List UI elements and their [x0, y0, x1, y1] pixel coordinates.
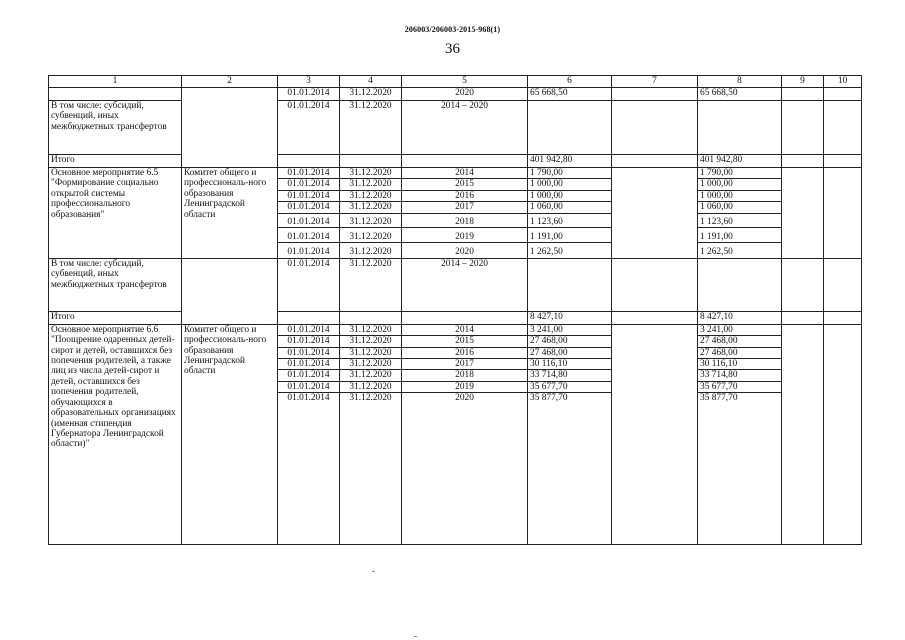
cell-line: 30 116,10: [528, 359, 611, 370]
table-row: [49, 101, 862, 155]
cell-line: 3 241,00: [528, 325, 611, 336]
cell-line: 31.12.2020: [340, 382, 401, 393]
cell: [340, 311, 402, 324]
cell: [824, 168, 862, 259]
cell: [782, 155, 824, 168]
cell: [698, 101, 782, 155]
cell: [782, 168, 824, 259]
table-header-row: [49, 76, 862, 88]
cell-line: 2016: [402, 348, 527, 359]
budget-table: [48, 75, 862, 545]
cell: [612, 258, 698, 311]
executor: Комитет общего и профессиональ-ного образования Ленинградской области: [182, 168, 278, 259]
scan-speck: [372, 571, 375, 572]
cell: [49, 88, 182, 101]
col-header: 7: [612, 76, 698, 88]
cell-line: 1 000,00: [528, 191, 611, 202]
cell: 2020: [402, 88, 528, 101]
cell: [824, 324, 862, 544]
cell: 31.12.2020: [340, 101, 402, 155]
col-header: 1: [49, 76, 182, 88]
cell: [278, 155, 340, 168]
amounts: [528, 324, 612, 544]
cell: 2014 – 2020: [402, 101, 528, 155]
cell: 401 942,80: [528, 155, 612, 168]
years: [402, 168, 528, 259]
cell-label: В том числе: субсидий, субвенций, иных межбюджетных трансфертов: [49, 258, 182, 311]
cell-line: 01.01.2014: [278, 214, 339, 228]
cell-line: 1 060,00: [528, 202, 611, 213]
cell-line: 27 468,00: [528, 336, 611, 347]
cell: 31.12.2020: [340, 258, 402, 311]
cell: [824, 311, 862, 324]
cell: 8 427,10: [698, 311, 782, 324]
start-dates: [278, 168, 340, 259]
cell-line: 35 877,70: [530, 393, 568, 404]
cell-line: 27 468,00: [528, 348, 611, 359]
executor: Комитет общего и профессиональ-ного образования Ленинградской области: [182, 324, 278, 544]
cell: [182, 258, 278, 324]
cell: [612, 168, 698, 259]
cell-line: 35 677,70: [698, 382, 781, 393]
cell-line: 2018: [402, 214, 527, 228]
amounts: [698, 324, 782, 544]
cell: [824, 101, 862, 155]
cell: [782, 311, 824, 324]
cell-line: 31.12.2020: [340, 191, 401, 202]
cell-label: Итого: [49, 311, 182, 324]
cell: 2014 – 2020: [402, 258, 528, 311]
cell-line: 31.12.2020: [340, 168, 401, 179]
col-header: 6: [528, 76, 612, 88]
col-header: 2: [182, 76, 278, 88]
activity-title: Основное мероприятие 6.5 "Формирование социально открытой системы профессионального образования": [49, 168, 182, 259]
cell-line: 01.01.2014: [278, 202, 339, 213]
cell: 401 942,80: [698, 155, 782, 168]
cell-line: 01.01.2014: [278, 348, 339, 359]
cell-line: 1 123,60: [698, 214, 781, 228]
cell-line: 01.01.2014: [287, 247, 330, 258]
cell-line: 2015: [402, 179, 527, 190]
cell-line: 31.12.2020: [340, 179, 401, 190]
table-row: [49, 155, 862, 168]
cell-line: 2019: [402, 228, 527, 243]
cell-line: 1 000,00: [698, 179, 781, 190]
cell-line: 2014: [402, 325, 527, 336]
cell-line: 01.01.2014: [278, 336, 339, 347]
table-row: [49, 168, 862, 259]
cell-line: 01.01.2014: [278, 179, 339, 190]
cell-line: 2017: [402, 359, 527, 370]
table-row: [49, 311, 862, 324]
cell-line: 3 241,00: [698, 325, 781, 336]
table-row: [49, 324, 862, 544]
col-header: 9: [782, 76, 824, 88]
cell: 65 668,50: [698, 88, 782, 101]
cell-line: 31.12.2020: [340, 202, 401, 213]
page-number: 36: [445, 41, 460, 57]
amounts: [698, 168, 782, 259]
scan-speck: [414, 636, 417, 637]
cell-line: 31.12.2020: [349, 393, 392, 404]
cell: 8 427,10: [528, 311, 612, 324]
cell-line: 33 714,80: [528, 370, 611, 381]
cell-line: 2020: [455, 393, 474, 404]
table-row: [49, 88, 862, 101]
cell: [182, 88, 278, 168]
col-header: 5: [402, 76, 528, 88]
cell-line: 33 714,80: [698, 370, 781, 381]
cell: [278, 311, 340, 324]
col-header: 8: [698, 76, 782, 88]
cell-line: 01.01.2014: [278, 382, 339, 393]
cell-line: 31.12.2020: [340, 325, 401, 336]
cell: [824, 88, 862, 101]
cell: 01.01.2014: [278, 258, 340, 311]
cell-line: 1 790,00: [528, 168, 611, 179]
cell-line: 01.01.2014: [278, 325, 339, 336]
cell: [698, 258, 782, 311]
cell: [528, 258, 612, 311]
cell: 65 668,50: [528, 88, 612, 101]
cell-line: 2020: [455, 247, 474, 258]
start-dates: [278, 324, 340, 544]
cell-label: В том числе: субсидий, субвенций, иных межбюджетных трансфертов: [49, 101, 182, 155]
years: [402, 324, 528, 544]
cell: [402, 311, 528, 324]
col-header: 10: [824, 76, 862, 88]
cell-line: 2014: [402, 168, 527, 179]
cell: [612, 155, 698, 168]
cell-line: 1 000,00: [528, 179, 611, 190]
cell-line: 31.12.2020: [340, 359, 401, 370]
cell: [782, 258, 824, 311]
cell-line: 1 000,00: [698, 191, 781, 202]
cell: [612, 311, 698, 324]
cell-line: 2019: [402, 382, 527, 393]
cell: [612, 88, 698, 101]
cell-line: 01.01.2014: [278, 168, 339, 179]
cell-line: 01.01.2014: [278, 359, 339, 370]
cell: [528, 101, 612, 155]
cell: 31.12.2020: [340, 88, 402, 101]
cell-line: 1 262,50: [700, 247, 733, 258]
cell-line: 1 790,00: [698, 168, 781, 179]
cell: [402, 155, 528, 168]
table-row: [49, 258, 862, 311]
cell-line: 30 116,10: [698, 359, 781, 370]
cell-line: 1 262,50: [530, 247, 563, 258]
cell-line: 1 123,60: [528, 214, 611, 228]
end-dates: [340, 324, 402, 544]
end-dates: [340, 168, 402, 259]
cell: [824, 258, 862, 311]
cell: [782, 101, 824, 155]
cell-line: 31.12.2020: [340, 348, 401, 359]
cell-line: 01.01.2014: [287, 393, 330, 404]
cell-line: 01.01.2014: [278, 370, 339, 381]
cell-line: 31.12.2020: [349, 247, 392, 258]
cell: [612, 324, 698, 544]
activity-title: Основное мероприятие 6.6 "Поощрение одаренных детей-сирот и детей, оставшихся без попечения родителей, а также лиц из числа детей-сирот и детей, оставшихся без попечения родителей, обучающихся в образовательных организациях (именная стипендия Губернатора Ленинградской области)": [49, 324, 182, 544]
col-header: 3: [278, 76, 340, 88]
cell-line: 27 468,00: [698, 336, 781, 347]
cell-line: 1 060,00: [698, 202, 781, 213]
cell: [782, 88, 824, 101]
document-id: 206003/206003-2015-968(1): [404, 25, 501, 34]
cell-line: 27 468,00: [698, 348, 781, 359]
cell-line: 2017: [402, 202, 527, 213]
cell-line: 31.12.2020: [340, 228, 401, 243]
amounts: [528, 168, 612, 259]
cell-line: 31.12.2020: [340, 214, 401, 228]
cell-line: 31.12.2020: [340, 336, 401, 347]
cell-line: 01.01.2014: [278, 191, 339, 202]
cell-line: 1 191,00: [528, 228, 611, 243]
cell-line: 2018: [402, 370, 527, 381]
cell-label: Итого: [49, 155, 182, 168]
cell: [824, 155, 862, 168]
cell: [612, 101, 698, 155]
cell-line: 35 677,70: [528, 382, 611, 393]
col-header: 4: [340, 76, 402, 88]
cell-line: 2015: [402, 336, 527, 347]
cell: 01.01.2014: [278, 101, 340, 155]
cell-line: 1 191,00: [698, 228, 781, 243]
cell-line: 01.01.2014: [278, 228, 339, 243]
cell: [340, 155, 402, 168]
cell: 01.01.2014: [278, 88, 340, 101]
cell-line: 2016: [402, 191, 527, 202]
cell-line: 35 877,70: [700, 393, 738, 404]
cell: [782, 324, 824, 544]
cell-line: 31.12.2020: [340, 370, 401, 381]
